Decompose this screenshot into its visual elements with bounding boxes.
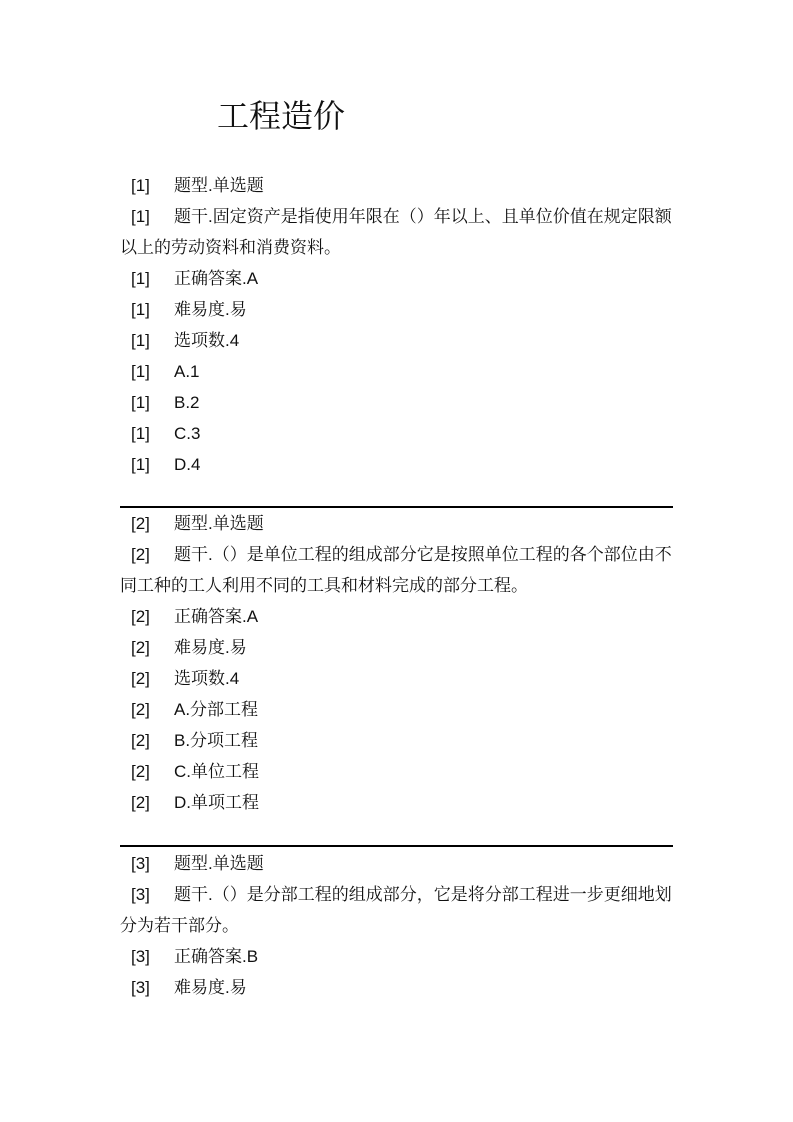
difficulty	[120, 294, 673, 325]
question-tag: [3]	[131, 947, 150, 966]
question-stem	[120, 201, 673, 263]
type-text: 题型.单选题	[174, 854, 264, 873]
question-stem	[120, 879, 673, 941]
question-type	[120, 508, 673, 539]
question-1	[120, 170, 673, 480]
question-type	[120, 170, 673, 201]
option-d	[120, 449, 673, 480]
option-a	[120, 356, 673, 387]
question-tag: [2]	[131, 731, 150, 750]
type-text: 题型.单选题	[174, 514, 264, 533]
question-tag: [1]	[131, 331, 150, 350]
question-type	[120, 848, 673, 879]
difficulty-text: 难易度.易	[174, 638, 247, 657]
question-tag: [2]	[131, 607, 150, 626]
question-tag: [1]	[131, 362, 150, 381]
question-tag: [1]	[131, 393, 150, 412]
difficulty-text: 难易度.易	[174, 300, 247, 319]
answer-text: 正确答案.B	[174, 947, 259, 966]
question-tag: [2]	[131, 638, 150, 657]
stem-text: 题干.（）是单位工程的组成部分它是按照单位工程的各个部位由不同工种的工人利用不同的工具和材料完成的部分工程。	[120, 545, 672, 595]
answer-text: 正确答案.A	[174, 607, 259, 626]
document-title: 工程造价	[217, 98, 346, 134]
question-tag: [1]	[131, 300, 150, 319]
question-tag: [3]	[131, 885, 150, 904]
question-2	[120, 508, 673, 818]
option-c	[120, 418, 673, 449]
answer-text: 正确答案.A	[174, 269, 259, 288]
question-tag: [1]	[131, 455, 150, 474]
stem-text: 题干.固定资产是指使用年限在（）年以上、且单位价值在规定限额以上的劳动资料和消费资料。	[120, 207, 672, 257]
question-tag: [2]	[131, 762, 150, 781]
option-count-text: 选项数.4	[174, 331, 240, 350]
option-text: A.1	[174, 362, 200, 381]
question-3	[120, 848, 673, 1003]
question-tag: [2]	[131, 669, 150, 688]
option-count	[120, 325, 673, 356]
correct-answer	[120, 263, 673, 294]
option-b	[120, 725, 673, 756]
difficulty	[120, 972, 673, 1003]
question-tag: [2]	[131, 793, 150, 812]
option-text: B.2	[174, 393, 200, 412]
question-stem	[120, 539, 673, 601]
option-text: C.单位工程	[174, 762, 259, 781]
type-text: 题型.单选题	[174, 176, 264, 195]
option-text: C.3	[174, 424, 201, 443]
question-tag: [1]	[131, 269, 150, 288]
option-text: B.分项工程	[174, 731, 259, 750]
question-tag: [1]	[131, 424, 150, 443]
option-text: D.单项工程	[174, 793, 259, 812]
difficulty	[120, 632, 673, 663]
separator-rule	[120, 845, 673, 847]
question-tag: [3]	[131, 978, 150, 997]
option-count-text: 选项数.4	[174, 669, 240, 688]
stem-text: 题干.（）是分部工程的组成部分，它是将分部工程进一步更细地划分为若干部分。	[120, 885, 672, 935]
question-tag: [2]	[131, 514, 150, 533]
correct-answer	[120, 941, 673, 972]
option-d	[120, 787, 673, 818]
question-tag: [2]	[131, 700, 150, 719]
question-tag: [1]	[131, 176, 150, 195]
option-count	[120, 663, 673, 694]
option-c	[120, 756, 673, 787]
question-tag: [2]	[131, 545, 150, 564]
correct-answer	[120, 601, 673, 632]
question-tag: [3]	[131, 854, 150, 873]
difficulty-text: 难易度.易	[174, 978, 247, 997]
question-tag: [1]	[131, 207, 150, 226]
option-text: A.分部工程	[174, 700, 259, 719]
option-b	[120, 387, 673, 418]
option-a	[120, 694, 673, 725]
option-text: D.4	[174, 455, 201, 474]
